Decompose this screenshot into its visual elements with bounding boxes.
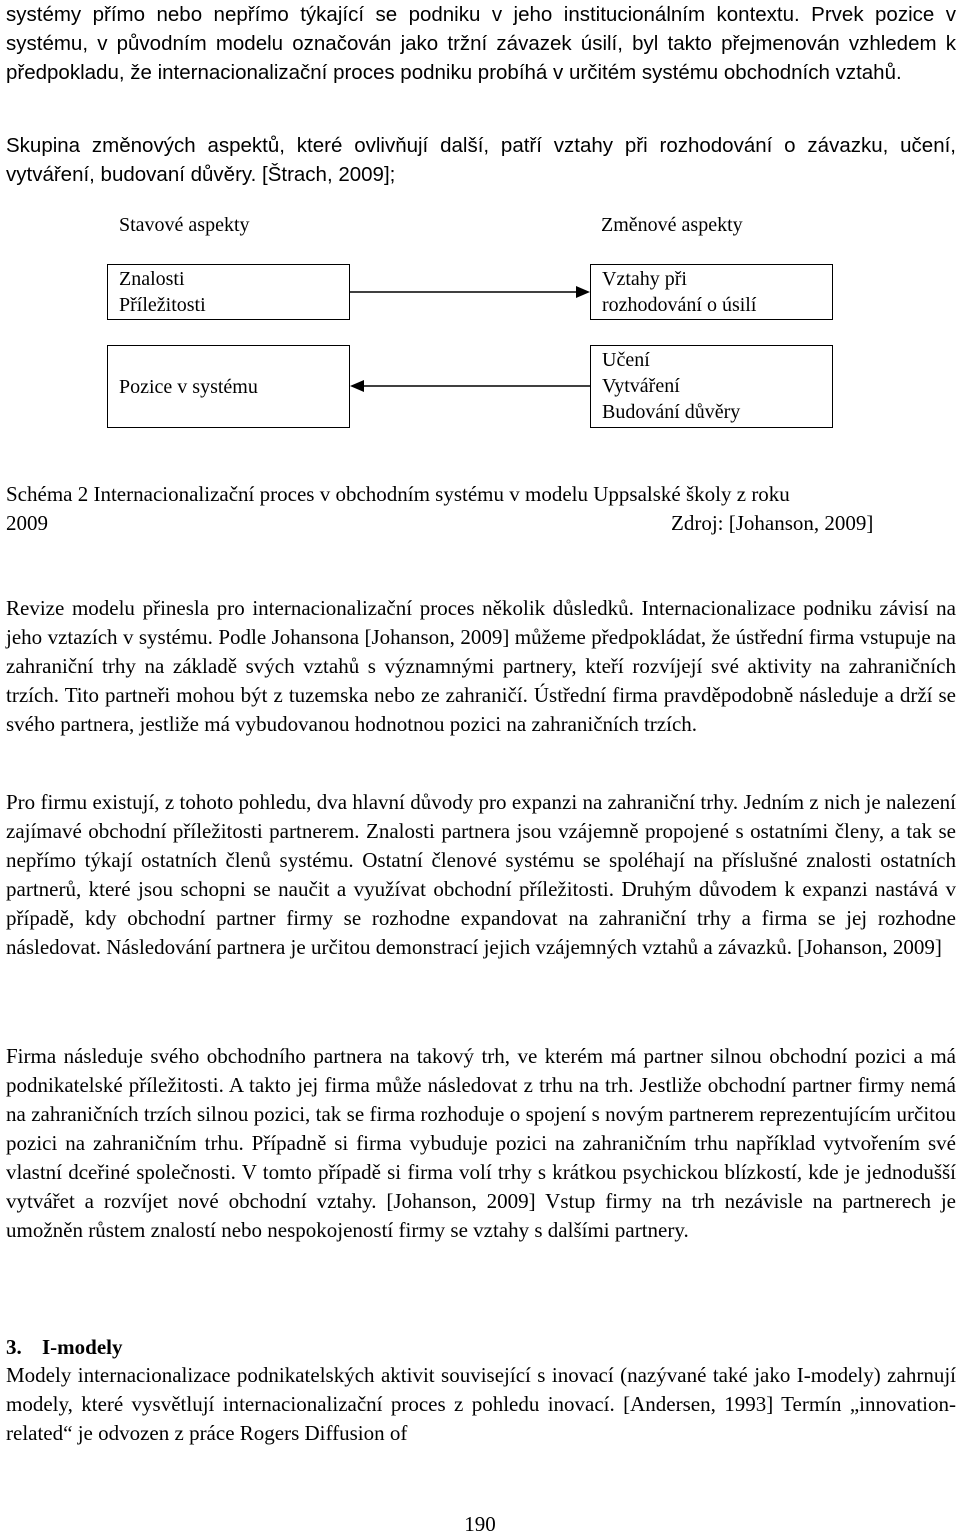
diagram-arrows [0,200,960,440]
figure-source: Zdroj: [Johanson, 2009] [671,511,874,535]
paragraph-i-models: Modely internacionalizace podnikatelských aktivit související s inovací (nazývané také jako I-modely) zahrnují modely, které vysvětlují internacionalizační proces z pohledu inovací. [Andersen, 1993] Termín „innovation-related“ je odvozen z práce Rogers Diffusion of [6,1363,956,1445]
left-column-header: Stavové aspekty [119,214,250,236]
right-column-header: Změnové aspekty [601,214,743,236]
box-line-relationships: Vztahy při [602,268,687,290]
box-line-knowledge: Znalosti [119,268,185,290]
arrow-right-head [576,286,590,298]
section-title: I-modely [42,1335,123,1359]
paragraph-intro: systémy přímo nebo nepřímo týkající se podniku v jeho institucionálním kontextu. Prvek pozice v systému, v původním modelu označován jako tržní závazek úsilí, byl takto přejmenován vzhledem k předpokladu, že internacionalizační proces podniku probíhá v určitém systému obchodních vztahů. [6,3,956,84]
box-line-creating: Vytváření [602,375,680,397]
box-line-opportunities: Příležitosti [119,294,206,316]
box-line-trust: Budování důvěry [602,401,741,423]
uppsala-diagram [0,200,960,440]
figure-caption-year: 2009 [6,511,48,535]
arrow-left-head [350,380,364,392]
section-heading [6,1333,123,1362]
figure-caption: Schéma 2 Internacionalizační proces v obchodním systému v modelu Uppsalské školy z roku [6,482,790,506]
paragraph-revision: Revize modelu přinesla pro internacionalizační proces několik důsledků. Internacionalizace podniku závisí na jeho vztazích v systému. Podle Johansona [Johanson, 2009] můžeme předpokládat, že ústřední firma vstupuje na zahraniční trhy na základě svých vztahů s významnými partnery, kteří rozvíjejí své aktivity na zahraničních trzích. Tito partneři mohou být z tuzemska nebo ze zahraničí. Ústřední firma pravděpodobně následuje a drží se svého partnera, jestliže má vybudovanou hodnotnou pozici na zahraničních trzích. [6,596,956,736]
box-network-position-text: Pozice v systému [119,376,258,398]
paragraph-following-partner: Firma následuje svého obchodního partnera na takový trh, ve kterém má partner silnou obchodní pozici a má podnikatelské příležitosti. A takto jej firma může následovat z trhu na trh. Jestliže obchodní partner firmy nemá na zahraničních trzích silnou pozici, tak se firma rozhoduje o spojení s novým partnerem reprezentujícím určitou pozici na zahraničním trhu. Případně si firma vybuduje pozici na zahraničním trhu například vytvořením své vlastní dceřiné společnosti. V tomto případě si firma volí trhy s krátkou psychickou blízkostí, kde je jednodušší vytvářet a rozvíjet nové obchodní vztahy. [Johanson, 2009] Vstup firmy na trh nezávisle na partnerech je umožněn růstem znalostí nebo nespokojeností firmy se vztahy s dalšími partnery. [6,1044,956,1242]
box-line-decisions: rozhodování o úsilí [602,294,757,316]
box-line-learning: Učení [602,349,650,371]
paragraph-two-reasons: Pro firmu existují, z tohoto pohledu, dva hlavní důvody pro expanzi na zahraniční trhy. Jedním z nich je nalezení zajímavé obchodní příležitosti partnerem. Znalosti partnera jsou vzájemně propojené s ostatními členy, a tak se nepřímo týkají ostatních členů systému. Ostatní členové systému se spoléhají na příslušné znalosti ostatních partnerů, které jsou schopni se naučit a využívat obchodní příležitosti. Druhým důvodem k expanzi nastává v případě, kdy obchodní partner firmy se rozhodne expandovat na zahraniční trhy a firma se jej rozhodne následovat. Následování partnera je určitou demonstrací jejich vzájemných vztahů a závazků. [Johanson, 2009] [6,790,956,959]
page-number: 190 [464,1512,496,1536]
section-number: 3. [6,1335,22,1359]
paragraph-change-aspects: Skupina změnových aspektů, které ovlivňují další, patří vztahy při rozhodování o závazku, učení, vytváření, budovaní důvěry. [Štrach, 2009]; [6,134,956,186]
